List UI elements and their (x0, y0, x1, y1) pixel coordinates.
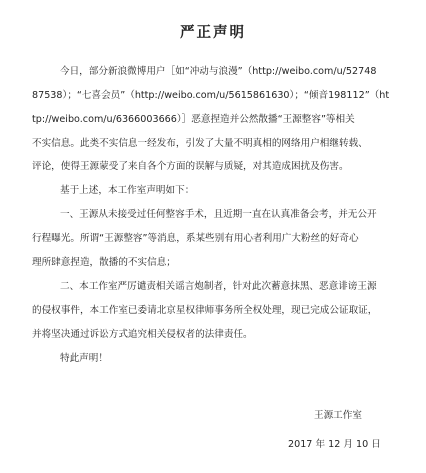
paragraph-line: 二、本工作室严厉谴责相关谣言炮制者，针对此次蓄意抹黑、恶意诽谤王源 (60, 281, 377, 292)
page-title: 严正声明 (180, 25, 246, 41)
paragraph-line: 87538）；“七喜会员”（http://weibo.com/u/5615861630）；“倾音198112”（ht (32, 90, 390, 101)
signature-date: 2017 年 12 月 10 日 (288, 439, 381, 450)
paragraph-line: 行程曝光。所谓“王源整容”等消息，系某些别有用心者利用广大粉丝的好奇心 (32, 233, 359, 244)
paragraph-line: 评论，使得王源蒙受了来自各个方面的误解与质疑，对其造成困扰及伤害。 (32, 161, 349, 172)
closing-line: 特此声明！ (60, 353, 108, 364)
paragraph-line: 理所肆意捏造，散播的不实信息； (32, 257, 176, 268)
paragraph-line: 不实信息。此类不实信息一经发布，引发了大量不明真相的网络用户相继转载、 (32, 138, 368, 149)
paragraph-line: tp://weibo.com/u/6366003666）］恶意捏造并公然散播“王源整容”等相关 (32, 114, 355, 125)
paragraph-line: 一、王源从未接受过任何整容手术，且近期一直在认真准备会考，并无公开 (60, 209, 377, 220)
paragraph-line: 的侵权事件，本工作室已委请北京星权律师事务所全权处理，现已完成公证取证， (32, 305, 378, 316)
paragraph-line: 基于上述，本工作室声明如下： (60, 185, 195, 196)
signature-studio: 王源工作室 (314, 410, 362, 421)
paragraph-line: 今日，部分新浪微博用户［如“冲动与浪漫”（http://weibo.com/u/52748 (60, 66, 377, 77)
paragraph-line: 并将坚决通过诉讼方式追究相关侵权者的法律责任。 (32, 329, 253, 340)
